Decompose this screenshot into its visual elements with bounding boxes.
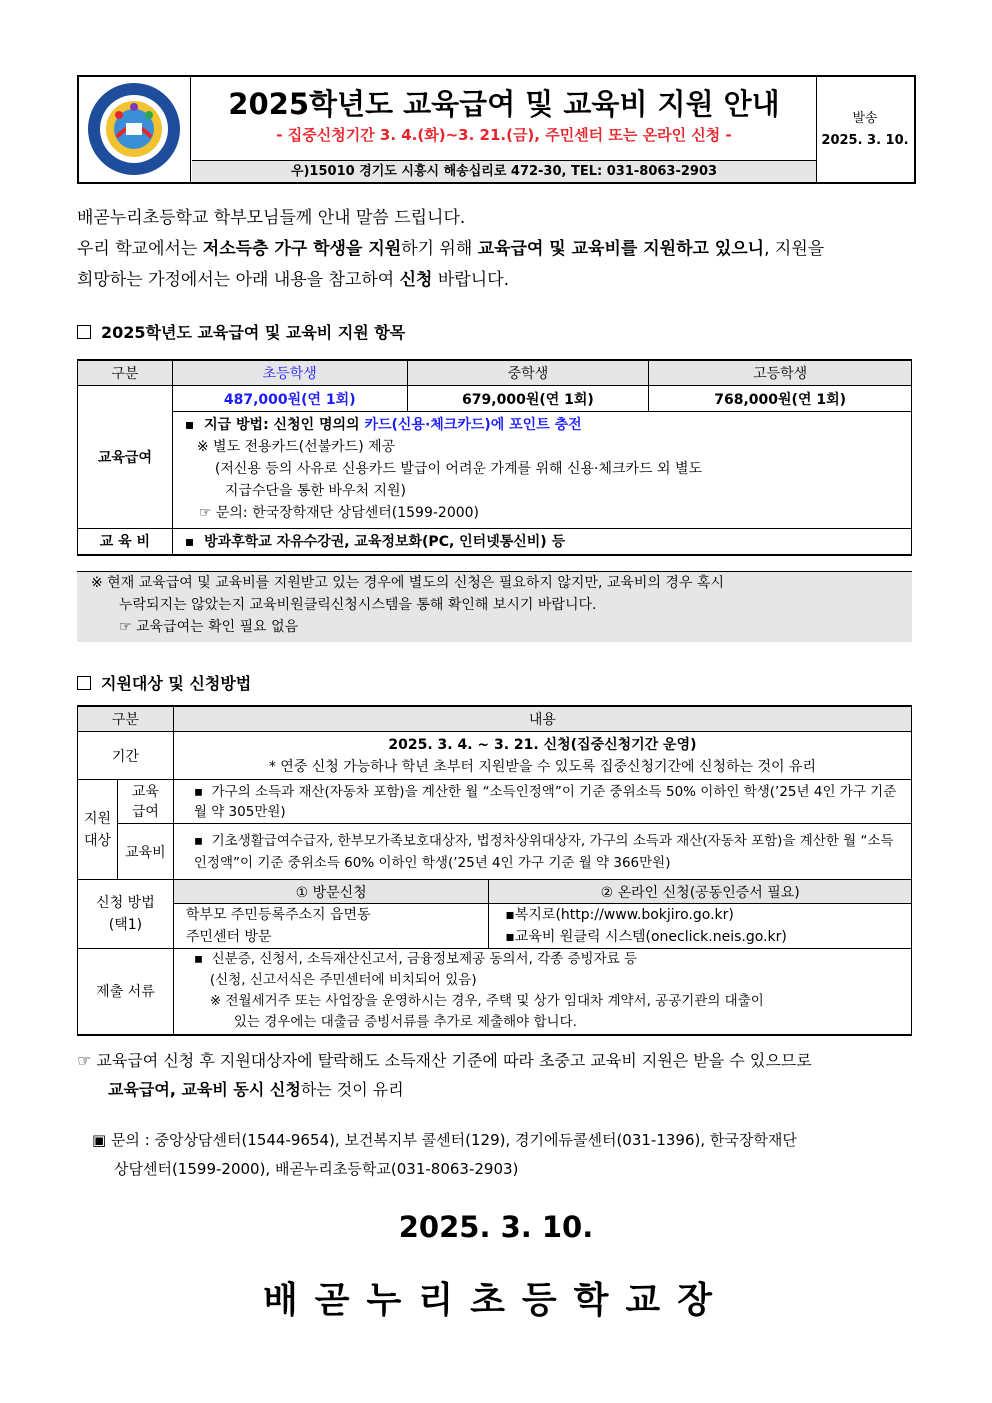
intro-text: 바랍니다. xyxy=(432,270,509,290)
intro-line-2 xyxy=(77,234,917,265)
prepaid-card-note: ※ 별도 전용카드(선불카드) 제공 xyxy=(196,439,396,455)
edu-pay-target-label: 교육 급여 xyxy=(117,780,173,824)
docs-text: 신분증, 신청서, 소득재산신고서, 금융정보제공 동의서, 각종 증빙자료 등 xyxy=(211,951,638,968)
send-box xyxy=(816,77,914,182)
docs-line-4: 있는 경우에는 대출금 증빙서류를 추가로 제출해야 합니다. xyxy=(233,1014,577,1031)
method-visit xyxy=(173,904,488,949)
period-label: 기간 xyxy=(78,732,174,780)
table-row xyxy=(78,780,912,824)
docs-line-3: ※ 전월세거주 또는 사업장을 운영하시는 경우, 주택 및 상가 임대차 계약서, 공공기관의 대출이 xyxy=(209,993,764,1010)
edu-cost-target: ▪ 기초생활급여수급자, 한부모가족보호대상자, 법정차상위대상자, 가구의 소득과 재산(자동차 포함)을 계산한 월 “소득인정액”이 기준 중위소득 60% 이하인 학생(’25년 4인 가구 기준 월 약 366만원) xyxy=(173,824,911,880)
edu-cost-target-text: 기초생활급여수급자, 한부모가족보호대상자, 법정차상위대상자, 가구의 소득과 재산(자동차 포함)을 계산한 월 “소득인정액”이 기준 중위소득 60% 이하인 학생(’25년 4인 가구 기준 월 약 366만원) xyxy=(193,832,894,871)
intro-emphasis: 신청 xyxy=(399,270,433,290)
footnote xyxy=(77,1046,937,1104)
section-2-heading xyxy=(77,671,251,694)
intro-emphasis: 교육급여 및 교육비를 지원하고 있으니 xyxy=(477,239,765,259)
edu-cost-text: 방과후학교 자유수강권, 교육정보화(PC, 인터넷통신비) 등 xyxy=(204,534,566,551)
voucher-note-2: 지급수단을 통한 바우처 지원) xyxy=(224,483,406,499)
header-high: 고등학생 xyxy=(649,360,912,386)
school-address: 우)15010 경기도 시흥시 해송십리로 472-30, TEL: 031-8063-2903 xyxy=(192,160,816,182)
school-logo xyxy=(79,77,191,182)
section-1-title: 2025학년도 교육급여 및 교육비 지원 항목 xyxy=(101,323,406,342)
intro-text: 희망하는 가정에서는 아래 내용을 참고하여 xyxy=(77,270,400,290)
method-visit-line-1: 학부모 주민등록주소지 읍면동 xyxy=(185,907,371,923)
application-period-subtitle: - 집중신청기간 3. 4.(화)~3. 21.(금), 주민센터 또는 온라인 신청 - xyxy=(276,126,732,144)
header-category: 구분 xyxy=(78,360,173,386)
document-date: 2025. 3. 10. xyxy=(398,1210,594,1244)
header-category: 구분 xyxy=(78,706,174,732)
table-row xyxy=(78,880,912,904)
docs-line-1: ▪ 신분증, 신청서, 소득재산신고서, 금융정보제공 동의서, 각종 증빙자료 등 xyxy=(193,951,638,968)
intro-text: 우리 학교에서는 xyxy=(77,239,203,259)
edu-cost-label: 교 육 비 xyxy=(78,529,173,555)
edu-cost-content: ▪ 방과후학교 자유수강권, 교육정보화(PC, 인터넷통신비) 등 xyxy=(172,529,911,555)
intro-line-1: 배곧누리초등학교 학부모님들께 안내 말씀 드립니다. xyxy=(77,208,466,228)
payment-text: 지급 방법: 신청인 명의의 xyxy=(204,417,365,433)
amount-elementary: 487,000원(연 1회) xyxy=(172,386,407,412)
send-date: 2025. 3. 10. xyxy=(821,133,909,148)
payment-method: ▪ 지급 방법: 신청인 명의의 카드(신용·체크카드)에 포인트 충전 xyxy=(184,417,582,433)
payment-card-text: 카드(신용·체크카드)에 포인트 충전 xyxy=(364,417,582,433)
table-row xyxy=(78,412,912,529)
method-visit-head: ① 방문신청 xyxy=(173,880,488,904)
intro-emphasis: 저소득층 가구 학생을 지원 xyxy=(202,239,402,259)
method-visit-line-2: 주민센터 방문 xyxy=(185,929,272,945)
principal-signature: 배곧누리초등학교장 xyxy=(263,1280,729,1321)
period-content xyxy=(173,732,911,780)
table-row xyxy=(78,904,912,949)
header-elementary: 초등학생 xyxy=(172,360,407,386)
method-online xyxy=(489,904,912,949)
header-content: 내용 xyxy=(173,706,911,732)
method-online-line-2: ▪교육비 원클릭 시스템(oneclick.neis.go.kr) xyxy=(505,929,787,945)
table-header-row xyxy=(78,706,912,732)
target-label: 지원 대상 xyxy=(78,780,118,880)
amount-high: 768,000원(연 1회) xyxy=(649,386,912,412)
footnote-emphasis: 교육급여, 교육비 동시 신청 xyxy=(108,1080,301,1099)
docs-line-2: (신청, 신고서식은 주민센터에 비치되어 있음) xyxy=(209,972,477,989)
edu-pay-target: ▪ 가구의 소득과 재산(자동차 포함)을 계산한 월 “소득인정액”이 기준 중위소득 50% 이하인 학생(’25년 4인 가구 기준 월 약 305만원) xyxy=(173,780,911,824)
intro-text: , 지원을 xyxy=(764,239,825,259)
intro-paragraph xyxy=(77,203,917,296)
voucher-note-1: (저신용 등의 사유로 신용카드 발급이 어려운 가계를 위해 신용·체크카드 외 별도 xyxy=(214,461,703,477)
intro-text: 하기 위해 xyxy=(401,239,478,259)
checkbox-square-icon xyxy=(77,325,91,339)
oneclick-link[interactable]: 교육비 원클릭 시스템(oneclick.neis.go.kr) xyxy=(514,929,787,945)
header-middle: 중학생 xyxy=(407,360,649,386)
section-1-heading xyxy=(77,320,405,343)
payment-method-cell xyxy=(172,412,911,529)
footnote-line-1: ☞ 교육급여 신청 후 지원대상자에 탈락해도 소득재산 기준에 따라 초중고 교육비 지원은 받을 수 있으므로 xyxy=(77,1051,812,1070)
method-label: 신청 방법 (택1) xyxy=(78,880,174,949)
footnote-text: 하는 것이 유리 xyxy=(300,1080,404,1099)
amount-middle: 679,000원(연 1회) xyxy=(407,386,649,412)
support-items-table xyxy=(77,359,912,556)
docs-content xyxy=(173,949,911,1035)
contact-line-2: 상담센터(1599-2000), 배곧누리초등학교(031-8063-2903) xyxy=(114,1160,519,1178)
checkbox-square-icon xyxy=(77,676,91,690)
contact-line-1: ▣ 문의 : 중앙상담센터(1544-9654), 보건복지부 콜센터(129), 경기에듀콜센터(031-1396), 한국장학재단 xyxy=(92,1131,797,1149)
table-row xyxy=(78,529,912,555)
notice-line-3: ☞ 교육급여는 확인 필요 없음 xyxy=(119,619,299,635)
notice-line-1: ※ 현재 교육급여 및 교육비를 지원받고 있는 경우에 별도의 신청은 필요하지 않지만, 교육비의 경우 혹시 xyxy=(91,575,724,591)
period-main: 2025. 3. 4. ~ 3. 21. 신청(집중신청기간 운영) xyxy=(388,736,697,753)
intro-line-3 xyxy=(77,265,917,296)
method-online-head: ② 온라인 신청(공동인증서 필요) xyxy=(489,880,912,904)
table-row xyxy=(78,824,912,880)
school-emblem-icon xyxy=(79,77,189,182)
inquiry-note: ☞ 문의: 한국장학재단 상담센터(1599-2000) xyxy=(198,505,479,521)
docs-label: 제출 서류 xyxy=(78,949,174,1035)
table-row xyxy=(78,732,912,780)
section-2-title: 지원대상 및 신청방법 xyxy=(101,674,252,693)
table-row xyxy=(78,949,912,1035)
bokjiro-link[interactable]: 복지로(http://www.bokjiro.go.kr) xyxy=(514,907,734,923)
edu-pay-label: 교육급여 xyxy=(78,386,173,529)
method-online-line-1: ▪복지로(http://www.bokjiro.go.kr) xyxy=(505,907,734,923)
notice-line-2: 누락되지는 않았는지 교육비원클릭신청시스템을 통해 확인해 보시기 바랍니다. xyxy=(119,597,597,613)
table-header-row xyxy=(78,360,912,386)
table-row xyxy=(78,386,912,412)
contact-info xyxy=(92,1126,912,1184)
page-title: 2025학년도 교육급여 및 교육비 지원 안내 xyxy=(228,87,780,121)
period-note: * 연중 신청 가능하나 학년 초부터 지원받을 수 있도록 집중신청기간에 신청하는 것이 유리 xyxy=(268,758,817,775)
edu-pay-target-text: 가구의 소득과 재산(자동차 포함)을 계산한 월 “소득인정액”이 기준 중위소득 50% 이하인 학생(’25년 4인 가구 기준 월 약 305만원) xyxy=(193,783,897,820)
edu-cost-target-label: 교육비 xyxy=(117,824,173,880)
send-label: 발송 xyxy=(852,111,878,126)
notice-box xyxy=(77,571,912,642)
eligibility-table xyxy=(77,705,912,1036)
footnote-line-2 xyxy=(77,1075,937,1104)
